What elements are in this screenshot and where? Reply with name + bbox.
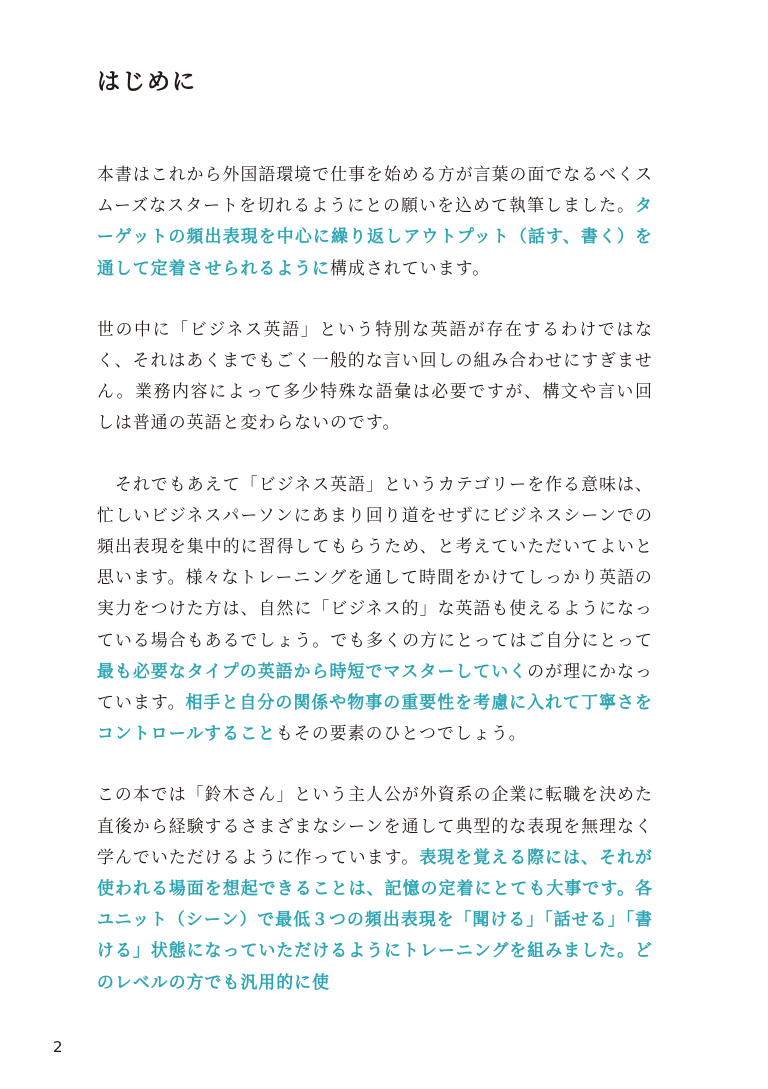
highlighted-text: 相手と自分の関係や物事の重要性を考慮に入れて丁寧さをコントロールすること — [97, 692, 653, 744]
text-segment: 構成されています。 — [330, 257, 491, 278]
page-number: 2 — [53, 1038, 63, 1056]
paragraph-3 — [97, 469, 653, 750]
body-text — [97, 159, 653, 998]
paragraph-4 — [97, 779, 653, 997]
text-segment: それでもあえて「ビジネス英語」というカテゴリーを作る意味は、忙しいビジネスパーソンにあまり回り道をせずにビジネスシーンでの頻出表現を集中的に習得してもらうため、と考えていただいてよいと思います。様々なトレーニングを通して時間をかけてしっかり英語の実力をつけた方は、自然に「ビジネス的」な英語も使えるようになっている場合もあるでしょう。でも多くの方にとってはご自分にとって — [97, 473, 653, 650]
text-segment: 世の中に「ビジネス英語」という特別な英語が存在するわけではなく、それはあくまでもごく一般的な言い回しの組み合わせにすぎません。業務内容によって多少特殊な語彙は必要ですが、構文や言い回しは普通の英語と変わらないのです。 — [97, 318, 653, 433]
text-segment: もその要素のひとつでしょう。 — [275, 723, 527, 744]
highlighted-text: 表現を覚える際には、それが使われる場面を想起できることは、記憶の定着にとても大事です。各ユニット（シーン）で最低３つの頻出表現を「聞ける」「話せる」「書ける」状態になっていただけるようにトレーニングを組みました。どのレベルの方でも汎用的に使 — [97, 846, 654, 992]
highlighted-text: 最も必要なタイプの英語から時短でマスターしていく — [97, 660, 528, 681]
text-segment: のが理にかなっています。 — [97, 660, 653, 713]
text-segment: 本書はこれから外国語環境で仕事を始める方が言葉の面でなるべくスムーズなスタートを切れるようにとの願いを込めて執筆しました。 — [97, 164, 653, 216]
paragraph-2 — [97, 314, 653, 439]
text-segment: この本では「鈴木さん」という主人公が外資系の企業に転職を決めた直後から経験するさまざまなシーンを通して典型的な表現を無理なく学んでいただけるように作っています。 — [97, 784, 653, 867]
paragraph-1 — [97, 159, 653, 284]
highlighted-text: ターゲットの頻出表現を中心に繰り返しアウトプット（話す、書く）を通して定着させられるように — [97, 195, 653, 278]
page-title: はじめに — [97, 69, 197, 95]
